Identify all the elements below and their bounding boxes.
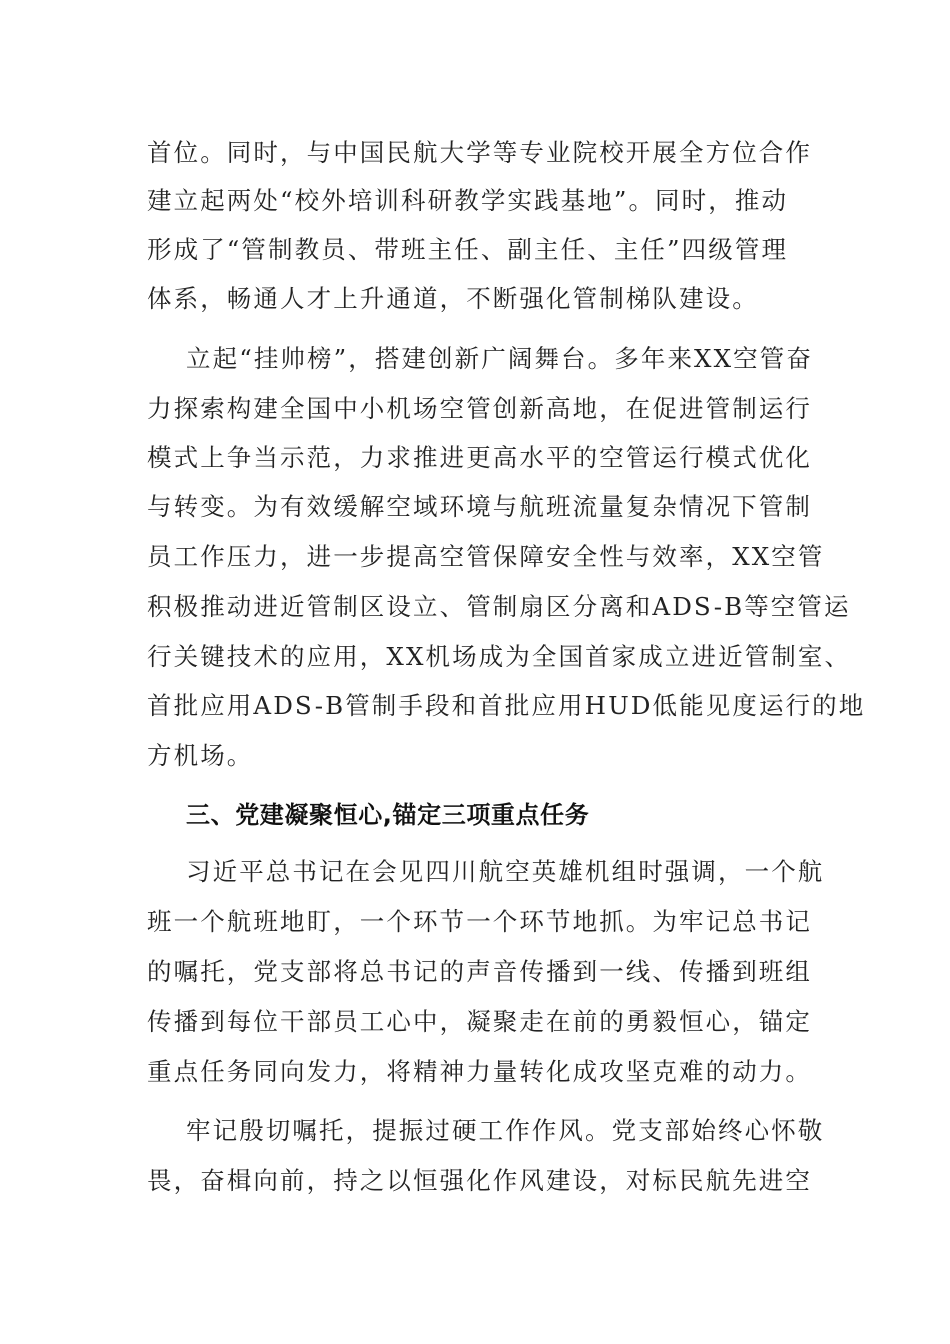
section-heading: 三、党建凝聚恒心,锚定三项重点任务 [186, 801, 590, 829]
text-line: 首批应用ADS-B管制手段和首批应用HUD低能见度运行的地 [147, 691, 866, 720]
text-line: 牢记殷切嘱托，提振过硬工作作风。党支部始终心怀敬 [186, 1116, 825, 1145]
text-line: 立起“挂帅榜”，搭建创新广阔舞台。多年来XX空管奋 [186, 344, 813, 373]
text-line: 方机场。 [147, 741, 254, 770]
text-line: 建立起两处“校外培训科研教学实践基地”。同时，推动 [147, 186, 789, 215]
text-line: 模式上争当示范，力求推进更高水平的空管运行模式优化 [147, 443, 812, 472]
text-line: 的嘱托，党支部将总书记的声音传播到一线、传播到班组 [147, 957, 812, 986]
text-line: 行关键技术的应用，XX机场成为全国首家成立进近管制室、 [147, 642, 852, 671]
text-line: 重点任务同向发力，将精神力量转化成攻坚克难的动力。 [147, 1057, 812, 1086]
text-line: 习近平总书记在会见四川航空英雄机组时强调，一个航 [186, 857, 825, 886]
text-line: 力探索构建全国中小机场空管创新高地，在促进管制运行 [147, 394, 812, 423]
text-line: 首位。同时，与中国民航大学等专业院校开展全方位合作 [147, 138, 812, 167]
text-line: 体系，畅通人才上升通道，不断强化管制梯队建设。 [147, 284, 759, 313]
text-line: 积极推动进近管制区设立、管制扇区分离和ADS-B等空管运 [147, 592, 851, 621]
text-line: 与转变。为有效缓解空域环境与航班流量复杂情况下管制 [147, 492, 812, 521]
text-line: 畏，奋楫向前，持之以恒强化作风建设，对标民航先进空 [147, 1166, 812, 1195]
text-line: 员工作压力，进一步提高空管保障安全性与效率，XX空管 [147, 542, 825, 571]
text-line: 形成了“管制教员、带班主任、副主任、主任”四级管理 [147, 235, 789, 264]
text-line: 班一个航班地盯，一个环节一个环节地抓。为牢记总书记 [147, 907, 812, 936]
text-line: 传播到每位干部员工心中，凝聚走在前的勇毅恒心，锚定 [147, 1007, 812, 1036]
